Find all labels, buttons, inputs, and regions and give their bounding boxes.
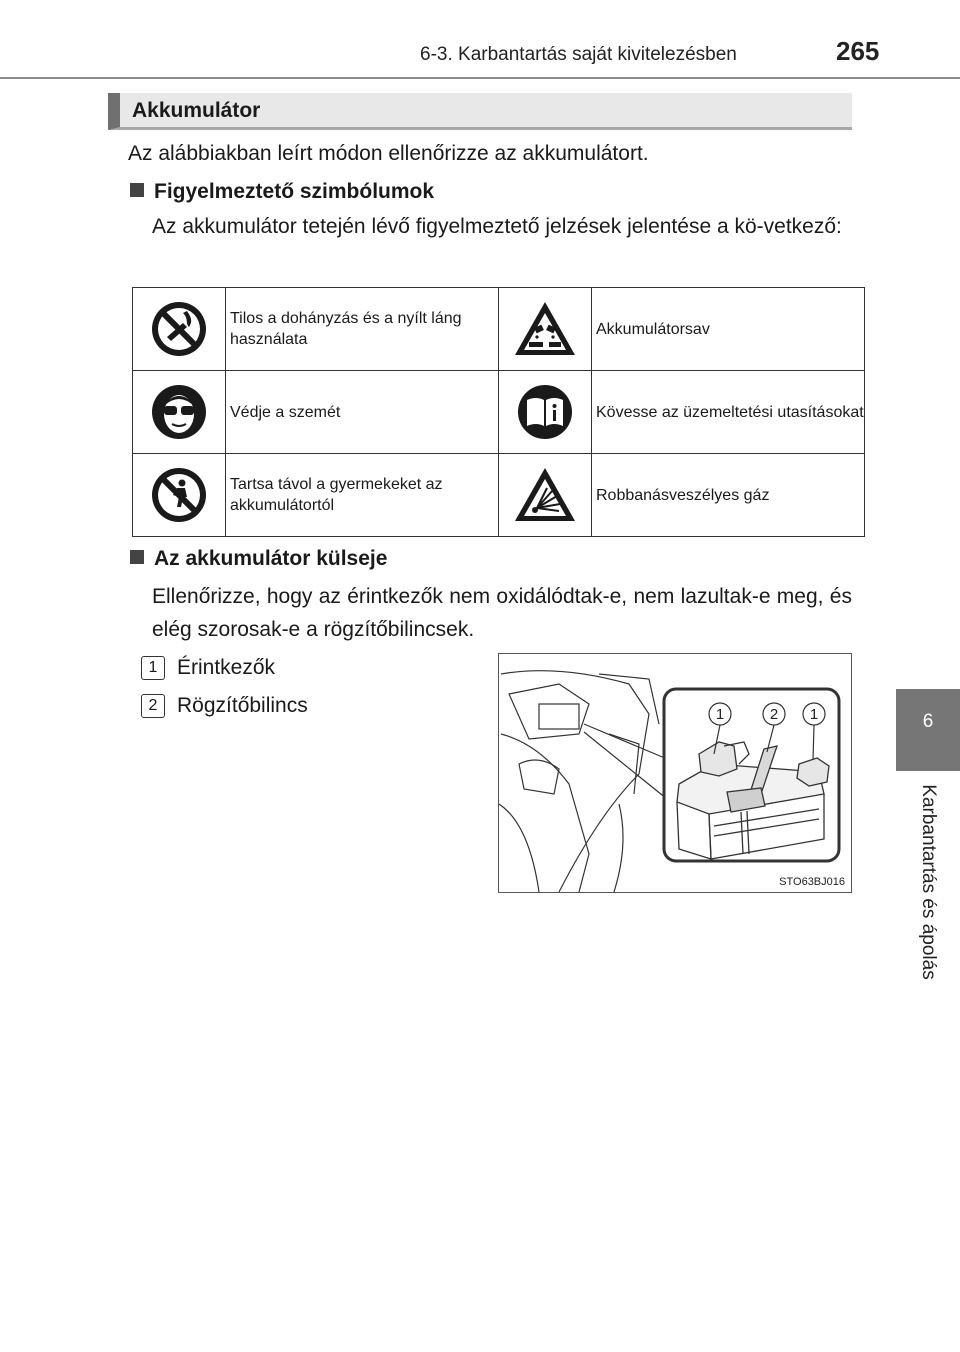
table-cell (133, 371, 226, 454)
figure-label: 1 (809, 706, 819, 723)
battery-exterior-heading-text: Az akkumulátor külseje (154, 547, 388, 570)
section-intro: Az alábbiakban leírt módon ellenőrizze az akkumulátort. (128, 142, 649, 165)
figure-code: STO63BJ016 (779, 876, 845, 888)
callout-item (141, 656, 275, 680)
header-title: 6-3. Karbantartás saját kivitelezésben (420, 44, 737, 65)
battery-exterior-heading (130, 547, 387, 571)
table-row (133, 371, 865, 454)
explosive-gas-icon (513, 466, 577, 524)
figure-label: 1 (715, 706, 725, 723)
page-number: 265 (836, 36, 880, 66)
keep-children-away-icon (149, 465, 209, 525)
square-bullet-icon (130, 183, 144, 197)
warning-symbols-description: Az akkumulátor tetején lévő figyelmeztető jelzések jelentése a kö-vetkező: (152, 215, 842, 238)
eye-protection-icon (149, 382, 209, 442)
battery-illustration (498, 653, 852, 893)
section-heading-bar (108, 93, 852, 130)
table-cell: Kövesse az üzemeltetési utasításokat (592, 371, 865, 454)
callout-label: Érintkezők (177, 656, 276, 679)
battery-exterior-description: Ellenőrizze, hogy az érintkezők nem oxidálódtak-e, nem lazultak-e meg, és elég szorosak-e a rögzítőbilincsek. (152, 585, 852, 641)
table-cell (499, 371, 592, 454)
callout-label: Rögzítőbilincs (177, 694, 308, 717)
warning-symbols-table (132, 287, 865, 537)
engine-bay-battery-drawing (499, 654, 851, 892)
table-cell (499, 288, 592, 371)
no-smoking-flame-icon (149, 299, 209, 359)
callout-number: 2 (141, 694, 165, 718)
chapter-number: 6 (922, 711, 934, 732)
corrosive-acid-icon (513, 300, 577, 358)
table-cell (499, 454, 592, 537)
table-row (133, 454, 865, 537)
callout-item (141, 694, 308, 718)
read-manual-icon (515, 382, 575, 442)
table-cell: Akkumulátorsav (592, 288, 865, 371)
table-cell: Tilos a dohányzás és a nyílt láng használata (226, 288, 499, 371)
table-cell (133, 288, 226, 371)
table-cell: Védje a szemét (226, 371, 499, 454)
warning-symbols-heading-text: Figyelmeztető szimbólumok (154, 180, 435, 203)
table-row (133, 288, 865, 371)
callout-number: 1 (141, 656, 165, 680)
square-bullet-icon (130, 550, 144, 564)
header-divider (0, 77, 960, 79)
warning-symbols-heading (130, 180, 434, 204)
chapter-title: Karbantartás és ápolás (918, 784, 939, 980)
table-cell: Robbanásveszélyes gáz (592, 454, 865, 537)
table-cell (133, 454, 226, 537)
chapter-tab (896, 689, 960, 771)
table-cell: Tartsa távol a gyermekeket az akkumulátortól (226, 454, 499, 537)
section-title: Akkumulátor (132, 99, 261, 122)
figure-label: 2 (769, 706, 779, 723)
